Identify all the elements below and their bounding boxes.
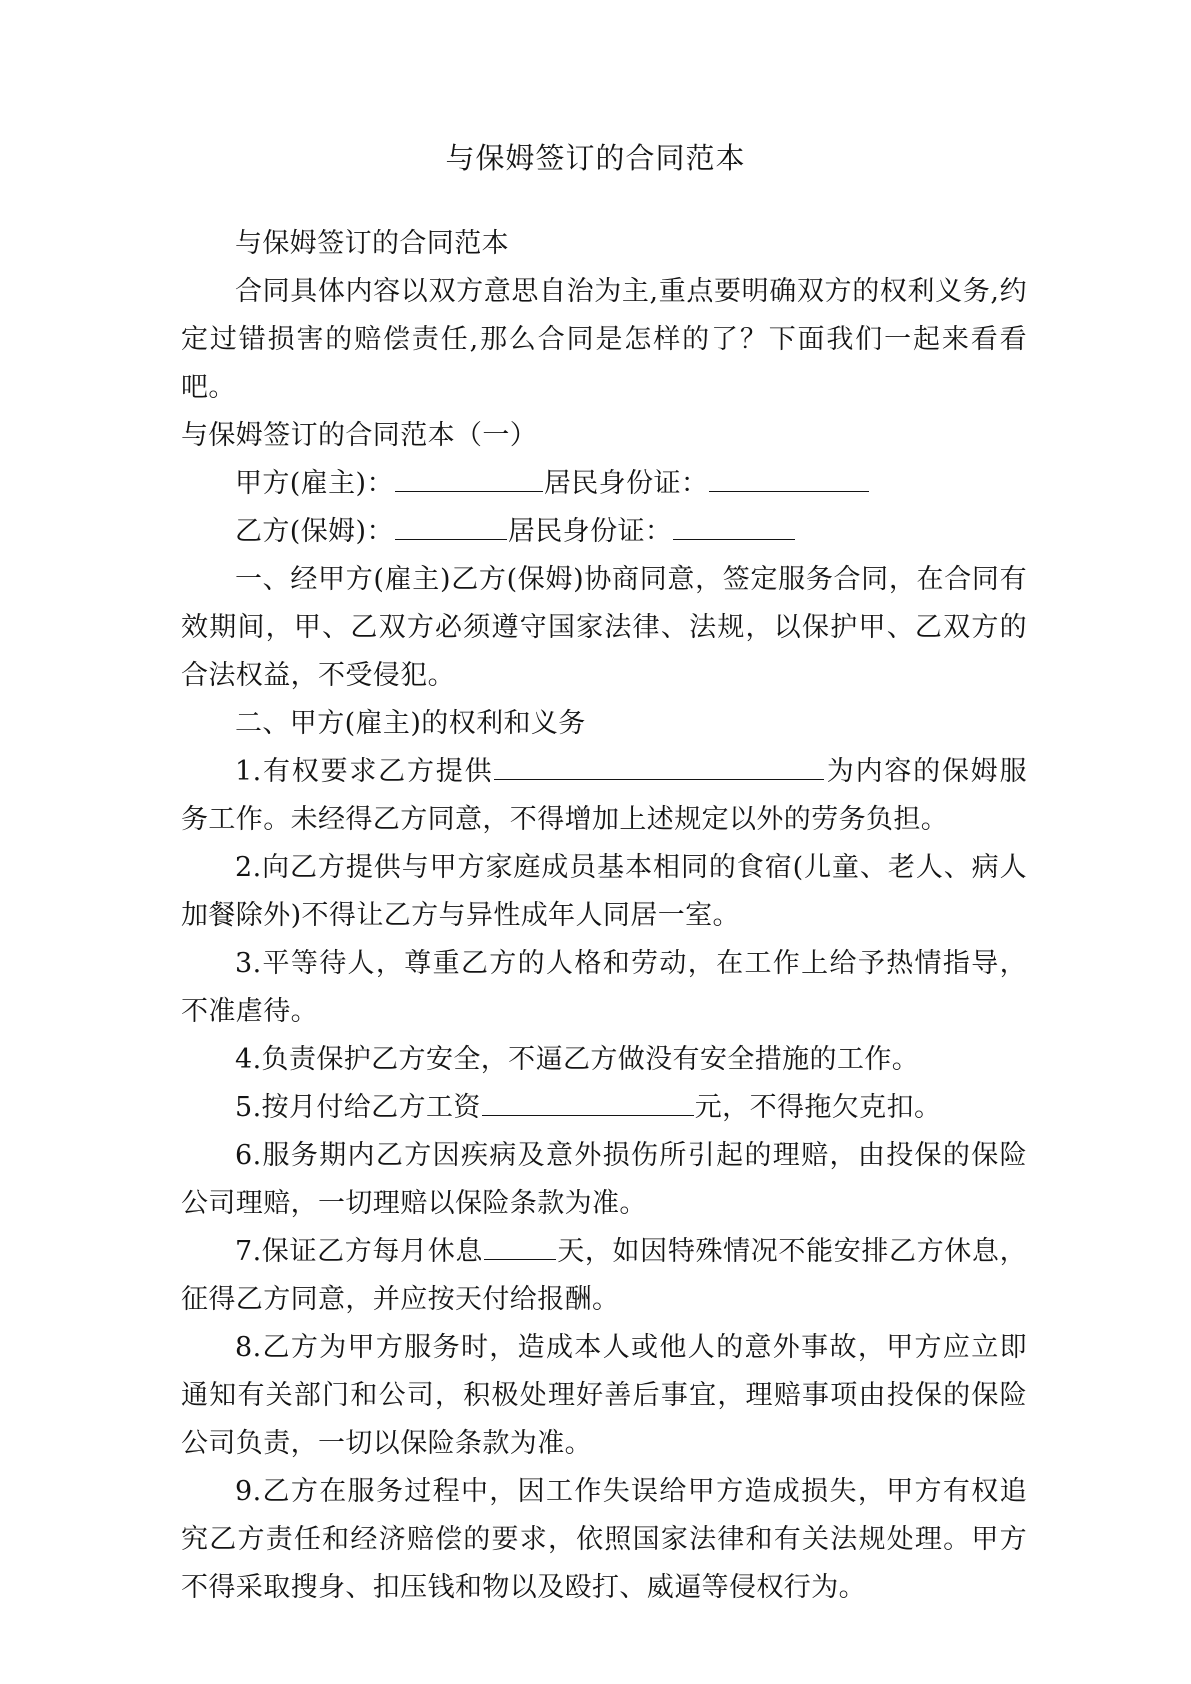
party-a-name-blank: [395, 461, 543, 492]
salary-blank: [482, 1085, 694, 1116]
party-b-label: 乙方(保姆)：: [235, 516, 394, 547]
party-b-id-blank: [673, 509, 795, 540]
item-7-suffix: 天，如因特殊情况不能安排乙方休息，征得乙方同意，并应按天付给报酬。: [181, 1236, 1027, 1315]
item-7-prefix: 7.保证乙方每月休息: [235, 1236, 483, 1267]
item-5-suffix: 元，不得拖欠克扣。: [694, 1092, 942, 1123]
item-2-paragraph: 2.向乙方提供与甲方家庭成员基本相同的食宿(儿童、老人、病人加餐除外)不得让乙方与异性成年人同居一室。: [181, 852, 1027, 931]
clause-1-paragraph: 一、经甲方(雇主)乙方(保姆)协商同意，签定服务合同，在合同有效期间，甲、乙双方必须遵守国家法律、法规，以保护甲、乙双方的合法权益，不受侵犯。: [181, 564, 1027, 691]
party-a-id-label: 居民身份证：: [543, 468, 709, 499]
party-b-line: [181, 508, 1027, 556]
section-heading: 与保姆签订的合同范本（一）: [181, 420, 538, 451]
document-title: 与保姆签订的合同范本: [445, 141, 746, 175]
item-9-paragraph: 9.乙方在服务过程中，因工作失误给甲方造成损失，甲方有权追究乙方责任和经济赔偿的要求，依照国家法律和有关法规处理。甲方不得采取搜身、扣压钱和物以及殴打、威逼等侵权行为。: [181, 1476, 1027, 1603]
intro-paragraph: 合同具体内容以双方意思自治为主,重点要明确双方的权利义务,约定过错损害的赔偿责任,那么合同是怎样的了？下面我们一起来看看吧。: [181, 276, 1027, 403]
item-1-prefix: 1.有权要求乙方提供: [235, 756, 494, 787]
item-5-paragraph: [181, 1084, 1027, 1132]
party-b-id-label: 居民身份证：: [507, 516, 673, 547]
item-1-paragraph: [181, 748, 1027, 844]
item-7-paragraph: [181, 1228, 1027, 1324]
item-5-prefix: 5.按月付给乙方工资: [235, 1092, 481, 1123]
party-a-id-blank: [709, 461, 869, 492]
item-6-paragraph: 6.服务期内乙方因疾病及意外损伤所引起的理赔，由投保的保险公司理赔，一切理赔以保险条款为准。: [181, 1140, 1027, 1219]
party-a-line: [181, 460, 1027, 508]
item-8-paragraph: 8.乙方为甲方服务时，造成本人或他人的意外事故，甲方应立即通知有关部门和公司，积极处理好善后事宜，理赔事项由投保的保险公司负责，一切以保险条款为准。: [181, 1332, 1027, 1459]
party-a-label: 甲方(雇主)：: [235, 468, 394, 499]
document-subtitle: 与保姆签订的合同范本: [235, 228, 509, 259]
item-1-suffix: 为内容的保姆服务工作。未经得乙方同意，不得增加上述规定以外的劳务负担。: [181, 756, 1027, 835]
service-content-blank: [494, 749, 824, 780]
clause-2-heading: 二、甲方(雇主)的权利和义务: [235, 708, 586, 739]
item-4-paragraph: 4.负责保护乙方安全，不逼乙方做没有安全措施的工作。: [235, 1044, 920, 1075]
document-body: [181, 220, 1027, 1612]
party-b-name-blank: [395, 509, 507, 540]
rest-days-blank: [484, 1229, 556, 1260]
item-3-paragraph: 3.平等待人，尊重乙方的人格和劳动，在工作上给予热情指导，不准虐待。: [181, 948, 1027, 1027]
